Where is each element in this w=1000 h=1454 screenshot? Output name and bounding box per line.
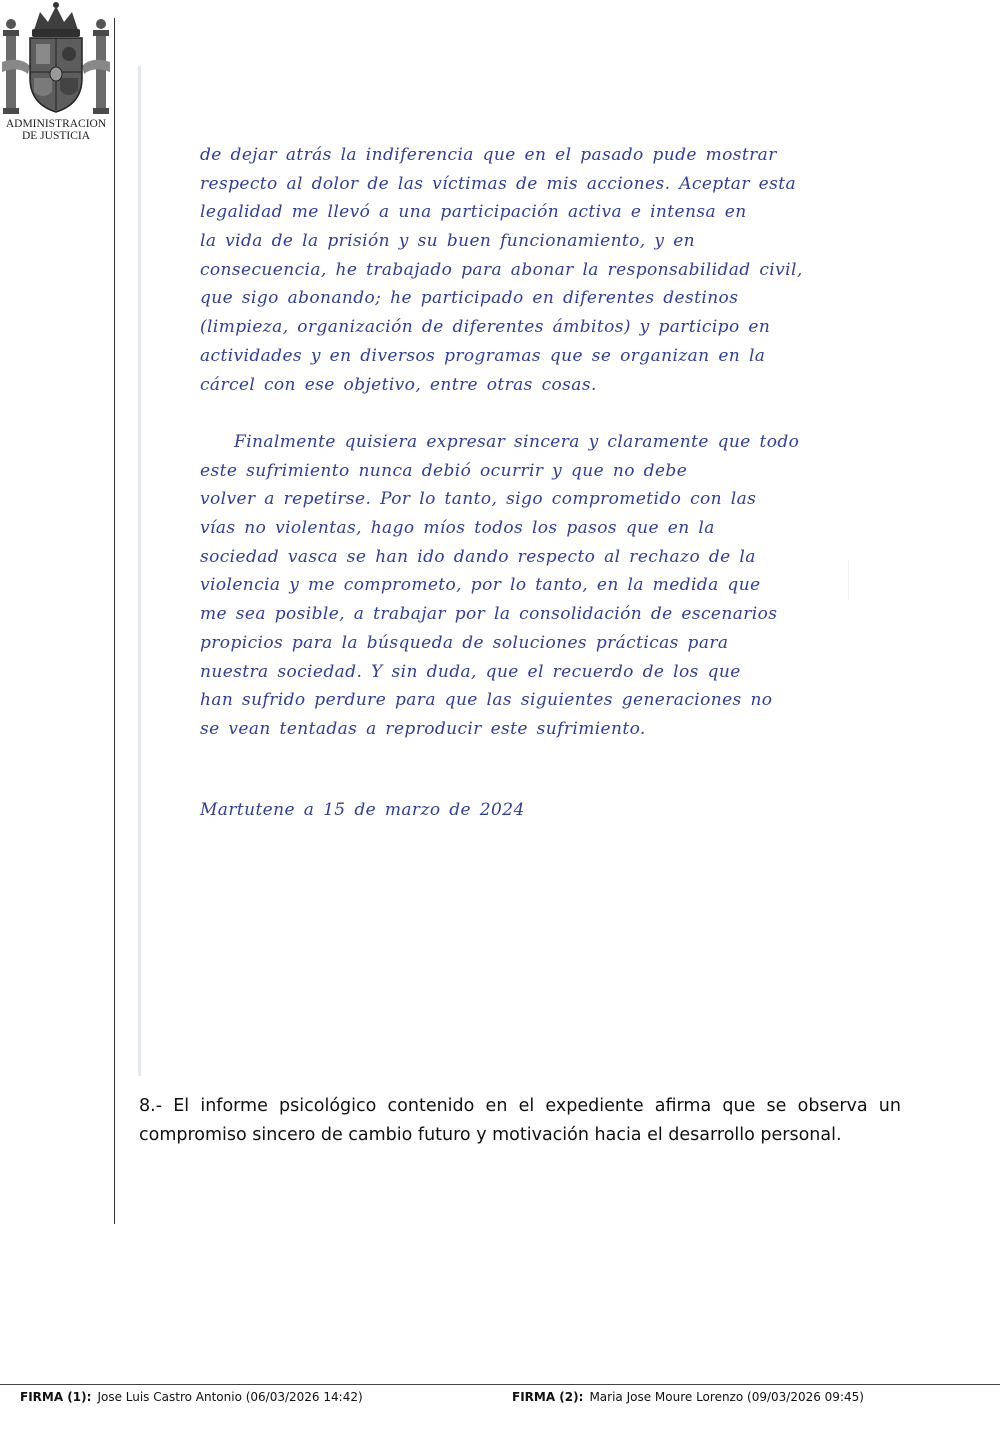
handwritten-line: Finalmente quisiera expresar sincera y claramente que todo: [234, 432, 800, 452]
handwritten-line: se vean tentadas a reproducir este sufrimiento.: [200, 718, 646, 739]
handwritten-line: sociedad vasca se han ido dando respecto al rechazo de la: [200, 546, 756, 567]
signature-2-label: FIRMA (2):: [512, 1390, 584, 1404]
signature-1: [20, 1390, 363, 1404]
handwritten-line: me sea posible, a trabajar por la consolidación de escenarios: [200, 604, 778, 625]
handwritten-line: nuestra sociedad. Y sin duda, que el recuerdo de los que: [200, 661, 741, 682]
handwritten-line: de dejar atrás la indiferencia que en el pasado pude mostrar: [200, 145, 777, 165]
institution-name: [0, 118, 112, 142]
handwritten-paragraph-2: [200, 428, 840, 744]
handwritten-line: propicios para la búsqueda de soluciones prácticas para: [200, 632, 729, 653]
handwritten-line: cárcel con ese objetivo, entre otras cosas.: [200, 374, 597, 395]
handwritten-line: legalidad me llevó a una participación activa e intensa en: [200, 202, 747, 223]
handwritten-line: actividades y en diversos programas que se organizan en la: [200, 345, 766, 366]
handwritten-line: han sufrido perdure para que las siguientes generaciones no: [200, 690, 773, 711]
handwritten-line: la vida de la prisión y su buen funcionamiento, y en: [200, 231, 696, 252]
handwritten-line: que sigo abonando; he participado en diferentes destinos: [200, 288, 739, 309]
scan-edge-mark: [848, 560, 849, 600]
footer-rule: [0, 1384, 1000, 1385]
scan-edge: [138, 66, 141, 1076]
handwritten-paragraph-1: [200, 141, 840, 399]
spain-coat-of-arms-icon: [0, 0, 112, 118]
handwritten-line: volver a repetirse. Por lo tanto, sigo comprometido con las: [200, 489, 757, 510]
margin-rule: [114, 18, 115, 1224]
institution-line-2: DE JUSTICIA: [21, 130, 91, 142]
handwritten-line: vías no violentas, hago míos todos los pasos que en la: [200, 518, 715, 539]
signature-2-value: Maria Jose Moure Lorenzo (09/03/2026 09:45): [589, 1390, 864, 1404]
handwritten-line: violencia y me comprometo, por lo tanto, en la medida que: [200, 575, 761, 596]
handwritten-line: respecto al dolor de las víctimas de mis acciones. Aceptar esta: [200, 173, 797, 194]
signature-2: [512, 1390, 864, 1404]
handwritten-line: consecuencia, he trabajado para abonar la responsabilidad civil,: [200, 259, 803, 280]
signature-1-label: FIRMA (1):: [20, 1390, 92, 1404]
handwritten-line: (limpieza, organización de diferentes ámbitos) y participo en: [200, 317, 771, 338]
signature-1-value: Jose Luis Castro Antonio (06/03/2026 14:42): [97, 1390, 363, 1404]
handwritten-line: este sufrimiento nunca debió ocurrir y que no debe: [200, 460, 688, 481]
institution-line-1: ADMINISTRACION: [5, 118, 107, 130]
item-8-paragraph: 8.- El informe psicológico contenido en el expediente afirma que se observa un compromiso sincero de cambio futuro y motivación hacia el desarrollo personal.: [139, 1096, 901, 1145]
handwritten-place-date: Martutene a 15 de marzo de 2024: [200, 800, 525, 820]
coat-of-arms-emblem: [0, 0, 112, 146]
